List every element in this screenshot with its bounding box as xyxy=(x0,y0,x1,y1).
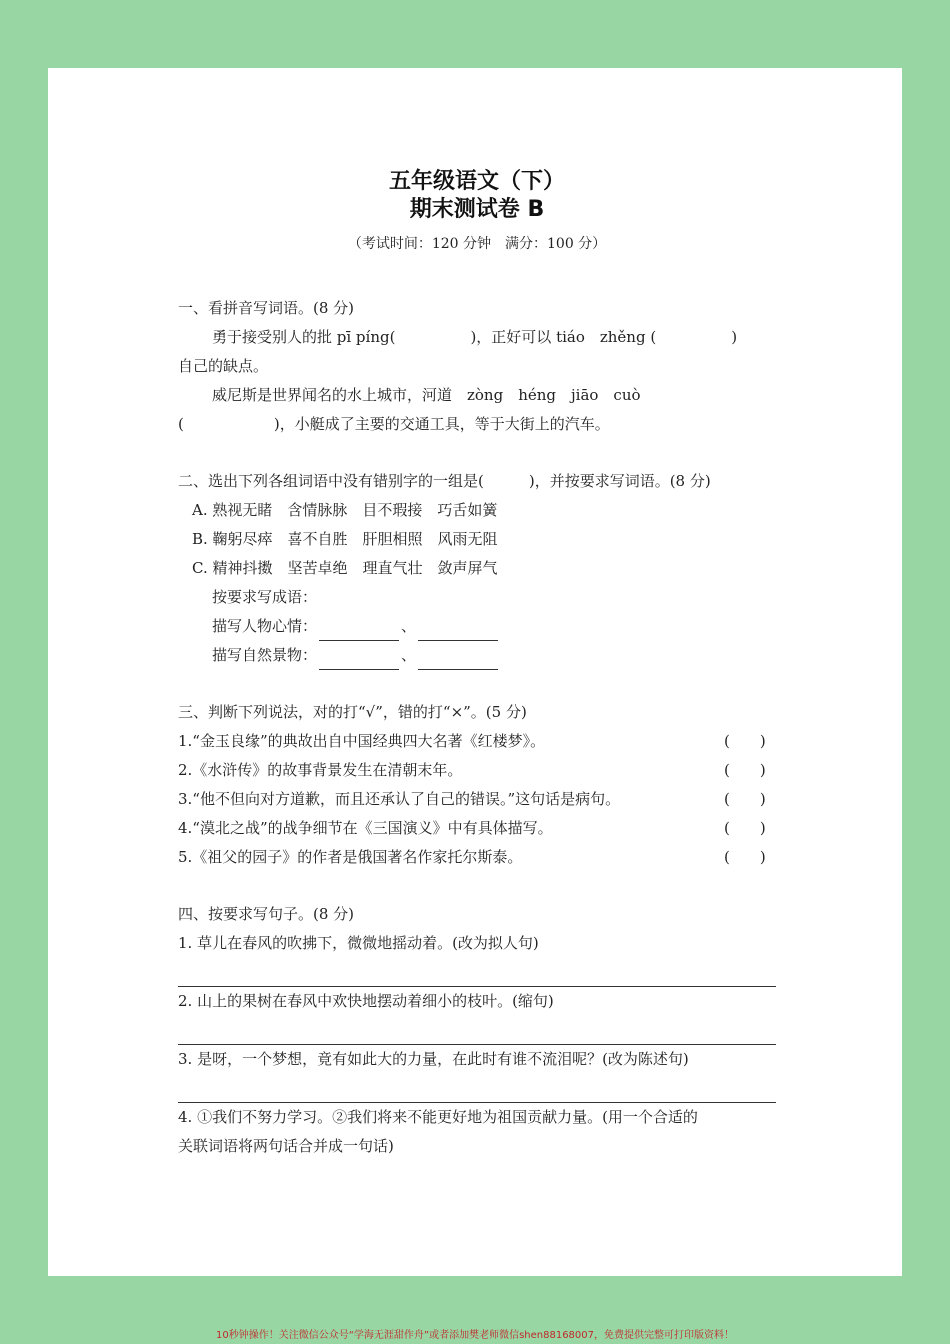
section-4-heading: 四、按要求写句子。(8 分) xyxy=(178,905,355,923)
option-b: B. 鞠躬尽瘁 喜不自胜 肝胆相照 风雨无阻 xyxy=(192,530,498,548)
judgement-text: 4.“漠北之战”的战争细节在《三国演义》中有具体描写。 xyxy=(178,819,553,837)
question-3: 3. 是呀，一个梦想，竟有如此大的力量，在此时有谁不流泪呢？(改为陈述句) xyxy=(178,1050,689,1068)
answer-parens[interactable]: ( ) xyxy=(724,790,766,808)
option-a: A. 熟视无睹 含情脉脉 目不瑕接 巧舌如簧 xyxy=(192,501,498,519)
scenery-idioms-row xyxy=(178,641,776,670)
section-3 xyxy=(178,698,776,872)
judgement-item xyxy=(178,727,776,756)
judgement-item xyxy=(178,785,776,814)
page-subtitle: 期末测试卷 B xyxy=(409,197,545,222)
section-3-heading: 三、判断下列说法，对的打“√”，错的打“×”。(5 分) xyxy=(178,703,527,721)
section-1 xyxy=(178,294,776,439)
judgement-text: 3.“他不但向对方道歉，而且还承认了自己的错误。”这句话是病句。 xyxy=(178,790,621,808)
exam-paper xyxy=(48,68,902,1276)
footer-promo: 10秒钟操作！关注微信公众号“学海无涯甜作舟”或者添加樊老师微信shen88168007，免费提供完整可打印版资料！ xyxy=(215,1330,735,1341)
section-2-instruction: 按要求写成语： xyxy=(212,588,318,606)
answer-parens[interactable]: ( ) xyxy=(724,732,766,750)
section-1-para1-line2: 自己的缺点。 xyxy=(178,357,269,375)
judgement-item xyxy=(178,756,776,785)
section-1-para2-line2: ( )，小艇成了主要的交通工具，等于大街上的汽车。 xyxy=(178,415,610,433)
separator: 、 xyxy=(401,646,417,664)
answer-blank[interactable] xyxy=(319,622,399,641)
section-1-para2-line1: 威尼斯是世界闻名的水上城市，河道 zòng héng jiāo cuò xyxy=(212,386,641,404)
exam-content xyxy=(178,168,776,1161)
judgement-item xyxy=(178,843,776,872)
judgement-text: 2.《水浒传》的故事背景发生在清朝末年。 xyxy=(178,761,463,779)
answer-parens[interactable]: ( ) xyxy=(724,819,766,837)
exam-info: （考试时间：120 分钟 满分：100 分） xyxy=(347,236,607,252)
mood-idioms-label: 描写人物心情： xyxy=(212,617,318,635)
judgement-text: 5.《祖父的园子》的作者是俄国著名作家托尔斯泰。 xyxy=(178,848,523,866)
section-1-heading: 一、看拼音写词语。(8 分) xyxy=(178,299,355,317)
question-2: 2. 山上的果树在春风中欢快地摆动着细小的枝叶。(缩句) xyxy=(178,992,554,1010)
title-block xyxy=(178,168,776,254)
question-1: 1. 草儿在春风的吹拂下，微微地摇动着。(改为拟人句) xyxy=(178,934,539,952)
answer-parens[interactable]: ( ) xyxy=(724,761,766,779)
section-4 xyxy=(178,900,776,1161)
answer-line[interactable] xyxy=(178,1074,776,1103)
mood-idioms-row xyxy=(178,612,776,641)
separator: 、 xyxy=(401,617,417,635)
judgement-item xyxy=(178,814,776,843)
section-1-para1-line1: 勇于接受别人的批 pī píng( )，正好可以 tiáo zhěng ( ) xyxy=(212,328,738,346)
option-c: C. 精神抖擞 坚苦卓绝 理直气壮 敛声屏气 xyxy=(192,559,498,577)
answer-parens[interactable]: ( ) xyxy=(724,848,766,866)
answer-blank[interactable] xyxy=(319,651,399,670)
section-2 xyxy=(178,467,776,670)
question-4-line2: 关联词语将两句话合并成一句话) xyxy=(178,1137,394,1155)
page-title: 五年级语文（下） xyxy=(388,169,565,194)
scenery-idioms-label: 描写自然景物： xyxy=(212,646,318,664)
question-4-line1: 4. ①我们不努力学习。②我们将来不能更好地为祖国贡献力量。(用一个合适的 xyxy=(178,1108,698,1126)
answer-line[interactable] xyxy=(178,958,776,987)
answer-blank[interactable] xyxy=(418,651,498,670)
answer-line[interactable] xyxy=(178,1016,776,1045)
judgement-text: 1.“金玉良缘”的典故出自中国经典四大名著《红楼梦》。 xyxy=(178,732,546,750)
section-2-heading: 二、选出下列各组词语中没有错别字的一组是( )，并按要求写词语。(8 分) xyxy=(178,472,711,490)
answer-blank[interactable] xyxy=(418,622,498,641)
